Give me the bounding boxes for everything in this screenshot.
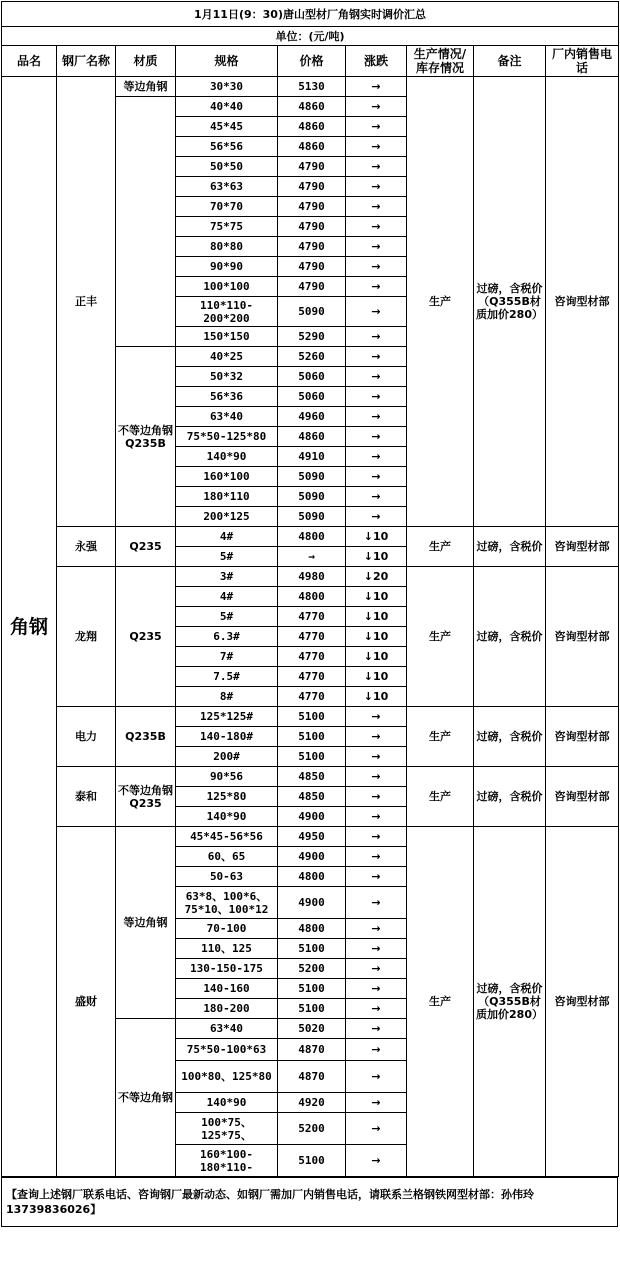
change-cell: ↓10: [346, 647, 407, 667]
mill-name: 正丰: [57, 77, 116, 527]
material: 等边角钢: [116, 77, 176, 97]
spec-cell: 75*75: [176, 217, 278, 237]
spec-cell: 200*125: [176, 507, 278, 527]
change-cell: →: [346, 367, 407, 387]
material: 不等边角钢: [116, 1019, 176, 1177]
price-cell: 4790: [278, 157, 346, 177]
price-cell: 4790: [278, 257, 346, 277]
change-cell: →: [346, 939, 407, 959]
change-cell: →: [346, 237, 407, 257]
sales-phone: 咨询型材部: [546, 707, 619, 767]
spec-cell: 63*63: [176, 177, 278, 197]
remark: 过磅，含税价: [474, 707, 546, 767]
mill-name: 盛财: [57, 827, 116, 1177]
material: Q235B: [116, 707, 176, 767]
change-cell: →: [346, 347, 407, 367]
title-row: [2, 2, 619, 27]
table-row: [2, 707, 619, 727]
change-cell: →: [346, 77, 407, 97]
price-cell: 4770: [278, 687, 346, 707]
price-cell: 4900: [278, 887, 346, 919]
material: 不等边角钢Q235: [116, 767, 176, 827]
spec-cell: 45*45-56*56: [176, 827, 278, 847]
spec-cell: 70*70: [176, 197, 278, 217]
unit-row: [2, 27, 619, 46]
price-cell: 4800: [278, 919, 346, 939]
production-status: 生产: [407, 767, 474, 827]
price-cell: 5260: [278, 347, 346, 367]
change-cell: →: [346, 847, 407, 867]
change-cell: →: [346, 1039, 407, 1061]
change-cell: →: [346, 1145, 407, 1177]
change-cell: ↓10: [346, 527, 407, 547]
spec-cell: 140*90: [176, 1093, 278, 1113]
price-cell: 5100: [278, 747, 346, 767]
price-cell: 4800: [278, 527, 346, 547]
production-status: 生产: [407, 527, 474, 567]
header-cell: 钢厂名称: [57, 46, 116, 77]
price-cell: 5090: [278, 467, 346, 487]
spec-cell: 100*75、125*75、: [176, 1113, 278, 1145]
price-cell: 5090: [278, 297, 346, 327]
production-status: 生产: [407, 707, 474, 767]
change-cell: →: [346, 507, 407, 527]
price-cell: 5100: [278, 727, 346, 747]
spec-cell: 100*80、125*80: [176, 1061, 278, 1093]
spec-cell: 40*25: [176, 347, 278, 367]
spec-cell: 140*90: [176, 447, 278, 467]
change-cell: →: [346, 959, 407, 979]
price-cell: 4790: [278, 217, 346, 237]
header-cell: 涨跌: [346, 46, 407, 77]
price-cell: 4860: [278, 427, 346, 447]
spec-cell: 140*90: [176, 807, 278, 827]
spec-cell: 110、125: [176, 939, 278, 959]
price-cell: 4850: [278, 787, 346, 807]
sales-phone: 咨询型材部: [546, 767, 619, 827]
change-cell: →: [346, 137, 407, 157]
spec-cell: 50*50: [176, 157, 278, 177]
change-cell: →: [346, 707, 407, 727]
price-cell: 5060: [278, 367, 346, 387]
spec-cell: 180-200: [176, 999, 278, 1019]
change-cell: →: [346, 97, 407, 117]
change-cell: →: [346, 257, 407, 277]
production-status: 生产: [407, 827, 474, 1177]
spec-cell: 6.3#: [176, 627, 278, 647]
spec-cell: 4#: [176, 527, 278, 547]
price-cell: 4850: [278, 767, 346, 787]
spec-cell: 180*110: [176, 487, 278, 507]
spec-cell: 63*8、100*6、75*10、100*12: [176, 887, 278, 919]
sales-phone: 咨询型材部: [546, 567, 619, 707]
spec-cell: 56*56: [176, 137, 278, 157]
change-cell: ↓10: [346, 687, 407, 707]
change-cell: ↓20: [346, 567, 407, 587]
change-cell: →: [346, 767, 407, 787]
price-cell: 5200: [278, 1113, 346, 1145]
price-cell: 5100: [278, 939, 346, 959]
price-cell: 4860: [278, 117, 346, 137]
price-cell: 4770: [278, 647, 346, 667]
price-cell: 5090: [278, 507, 346, 527]
spec-cell: 3#: [176, 567, 278, 587]
spec-cell: 130-150-175: [176, 959, 278, 979]
change-cell: →: [346, 407, 407, 427]
spec-cell: 60、65: [176, 847, 278, 867]
change-cell: →: [346, 277, 407, 297]
price-cell: 4950: [278, 827, 346, 847]
change-cell: →: [346, 117, 407, 137]
change-cell: →: [346, 1093, 407, 1113]
price-cell: 4860: [278, 97, 346, 117]
price-cell: 4870: [278, 1039, 346, 1061]
mill-name: 龙翔: [57, 567, 116, 707]
price-table: [1, 1, 619, 1177]
sales-phone: 咨询型材部: [546, 827, 619, 1177]
header-cell: 品名: [2, 46, 57, 77]
remark: 过磅，含税价: [474, 567, 546, 707]
material: Q235: [116, 567, 176, 707]
price-cell: 4770: [278, 627, 346, 647]
price-cell: 4800: [278, 587, 346, 607]
change-cell: →: [346, 157, 407, 177]
footer-table: [1, 1177, 618, 1227]
spec-cell: 50-63: [176, 867, 278, 887]
spec-cell: 75*50-125*80: [176, 427, 278, 447]
change-cell: →: [346, 747, 407, 767]
change-cell: ↓10: [346, 547, 407, 567]
header-row: [2, 46, 619, 77]
production-status: 生产: [407, 567, 474, 707]
header-cell: 材质: [116, 46, 176, 77]
price-cell: 4920: [278, 1093, 346, 1113]
mill-name: 电力: [57, 707, 116, 767]
material: Q235: [116, 527, 176, 567]
price-cell: 5130: [278, 77, 346, 97]
change-cell: →: [346, 1061, 407, 1093]
spec-cell: 63*40: [176, 1019, 278, 1039]
table-row: [2, 567, 619, 587]
unit-label: 单位：(元/吨): [2, 27, 619, 46]
change-cell: →: [346, 387, 407, 407]
spec-cell: 4#: [176, 587, 278, 607]
spec-cell: 90*56: [176, 767, 278, 787]
change-cell: →: [346, 487, 407, 507]
material: [116, 97, 176, 347]
spec-cell: 200#: [176, 747, 278, 767]
change-cell: →: [346, 979, 407, 999]
price-cell: 4770: [278, 667, 346, 687]
table-row: [2, 77, 619, 97]
header-cell: 厂内销售电话: [546, 46, 619, 77]
price-table-container: [1, 1, 618, 1227]
footer-note: 【查询上述钢厂联系电话、咨询钢厂最新动态、如钢厂需加厂内销售电话，请联系兰格钢铁网型材部：孙伟玲13739836026】: [2, 1178, 618, 1227]
change-cell: →: [346, 197, 407, 217]
mill-name: 永强: [57, 527, 116, 567]
remark: 过磅，含税价（Q355B材质加价280）: [474, 77, 546, 527]
remark: 过磅，含税价（Q355B材质加价280）: [474, 827, 546, 1177]
price-cell: 5200: [278, 959, 346, 979]
price-cell: 4790: [278, 237, 346, 257]
spec-cell: 5#: [176, 607, 278, 627]
price-cell: 5100: [278, 999, 346, 1019]
change-cell: ↓10: [346, 627, 407, 647]
remark: 过磅，含税价: [474, 767, 546, 827]
price-cell: 4790: [278, 177, 346, 197]
change-cell: →: [346, 727, 407, 747]
price-cell: 5100: [278, 707, 346, 727]
product-name: 角钢: [2, 77, 57, 1177]
price-cell: 4790: [278, 197, 346, 217]
production-status: 生产: [407, 77, 474, 527]
spec-cell: 30*30: [176, 77, 278, 97]
spec-cell: 75*50-100*63: [176, 1039, 278, 1061]
price-cell: 5060: [278, 387, 346, 407]
price-cell: 4870: [278, 1061, 346, 1093]
material: 不等边角钢Q235B: [116, 347, 176, 527]
price-cell: 5090: [278, 487, 346, 507]
spec-cell: 7.5#: [176, 667, 278, 687]
change-cell: →: [346, 919, 407, 939]
spec-cell: 45*45: [176, 117, 278, 137]
change-cell: →: [346, 999, 407, 1019]
change-cell: →: [346, 1113, 407, 1145]
change-cell: →: [346, 327, 407, 347]
price-cell: 4980: [278, 567, 346, 587]
price-cell: 5020: [278, 1019, 346, 1039]
change-cell: ↓10: [346, 667, 407, 687]
change-cell: →: [346, 447, 407, 467]
header-cell: 规格: [176, 46, 278, 77]
spec-cell: 40*40: [176, 97, 278, 117]
spec-cell: 100*100: [176, 277, 278, 297]
spec-cell: 7#: [176, 647, 278, 667]
spec-cell: 140-180#: [176, 727, 278, 747]
spec-cell: 70-100: [176, 919, 278, 939]
change-cell: ↓10: [346, 587, 407, 607]
price-cell: 5100: [278, 1145, 346, 1177]
spec-cell: 125*80: [176, 787, 278, 807]
spec-cell: 50*32: [176, 367, 278, 387]
spec-cell: 56*36: [176, 387, 278, 407]
change-cell: →: [346, 297, 407, 327]
table-row: [2, 767, 619, 787]
change-cell: →: [346, 467, 407, 487]
price-cell: 5290: [278, 327, 346, 347]
price-cell: 5100: [278, 979, 346, 999]
spec-cell: 110*110-200*200: [176, 297, 278, 327]
price-cell: →: [278, 547, 346, 567]
price-cell: 4900: [278, 847, 346, 867]
change-cell: →: [346, 1019, 407, 1039]
spec-cell: 150*150: [176, 327, 278, 347]
header-cell: 价格: [278, 46, 346, 77]
spec-cell: 90*90: [176, 257, 278, 277]
price-cell: 4770: [278, 607, 346, 627]
spec-cell: 125*125#: [176, 707, 278, 727]
header-cell: 生产情况/库存情况: [407, 46, 474, 77]
spec-cell: 63*40: [176, 407, 278, 427]
change-cell: →: [346, 787, 407, 807]
change-cell: →: [346, 217, 407, 237]
table-row: [2, 527, 619, 547]
price-cell: 4790: [278, 277, 346, 297]
change-cell: →: [346, 867, 407, 887]
material: 等边角钢: [116, 827, 176, 1019]
table-row: [2, 827, 619, 847]
change-cell: →: [346, 827, 407, 847]
sales-phone: 咨询型材部: [546, 77, 619, 527]
header-cell: 备注: [474, 46, 546, 77]
change-cell: →: [346, 177, 407, 197]
spec-cell: 5#: [176, 547, 278, 567]
page-title: 1月11日(9：30)唐山型材厂角钢实时调价汇总: [2, 2, 619, 27]
change-cell: ↓10: [346, 607, 407, 627]
spec-cell: 80*80: [176, 237, 278, 257]
spec-cell: 160*100: [176, 467, 278, 487]
mill-name: 泰和: [57, 767, 116, 827]
spec-cell: 140-160: [176, 979, 278, 999]
price-cell: 4860: [278, 137, 346, 157]
remark: 过磅，含税价: [474, 527, 546, 567]
change-cell: →: [346, 887, 407, 919]
price-cell: 4900: [278, 807, 346, 827]
change-cell: →: [346, 807, 407, 827]
spec-cell: 8#: [176, 687, 278, 707]
sales-phone: 咨询型材部: [546, 527, 619, 567]
price-cell: 4800: [278, 867, 346, 887]
price-cell: 4960: [278, 407, 346, 427]
change-cell: →: [346, 427, 407, 447]
footer-row: [2, 1178, 618, 1227]
price-cell: 4910: [278, 447, 346, 467]
spec-cell: 160*100-180*110-: [176, 1145, 278, 1177]
